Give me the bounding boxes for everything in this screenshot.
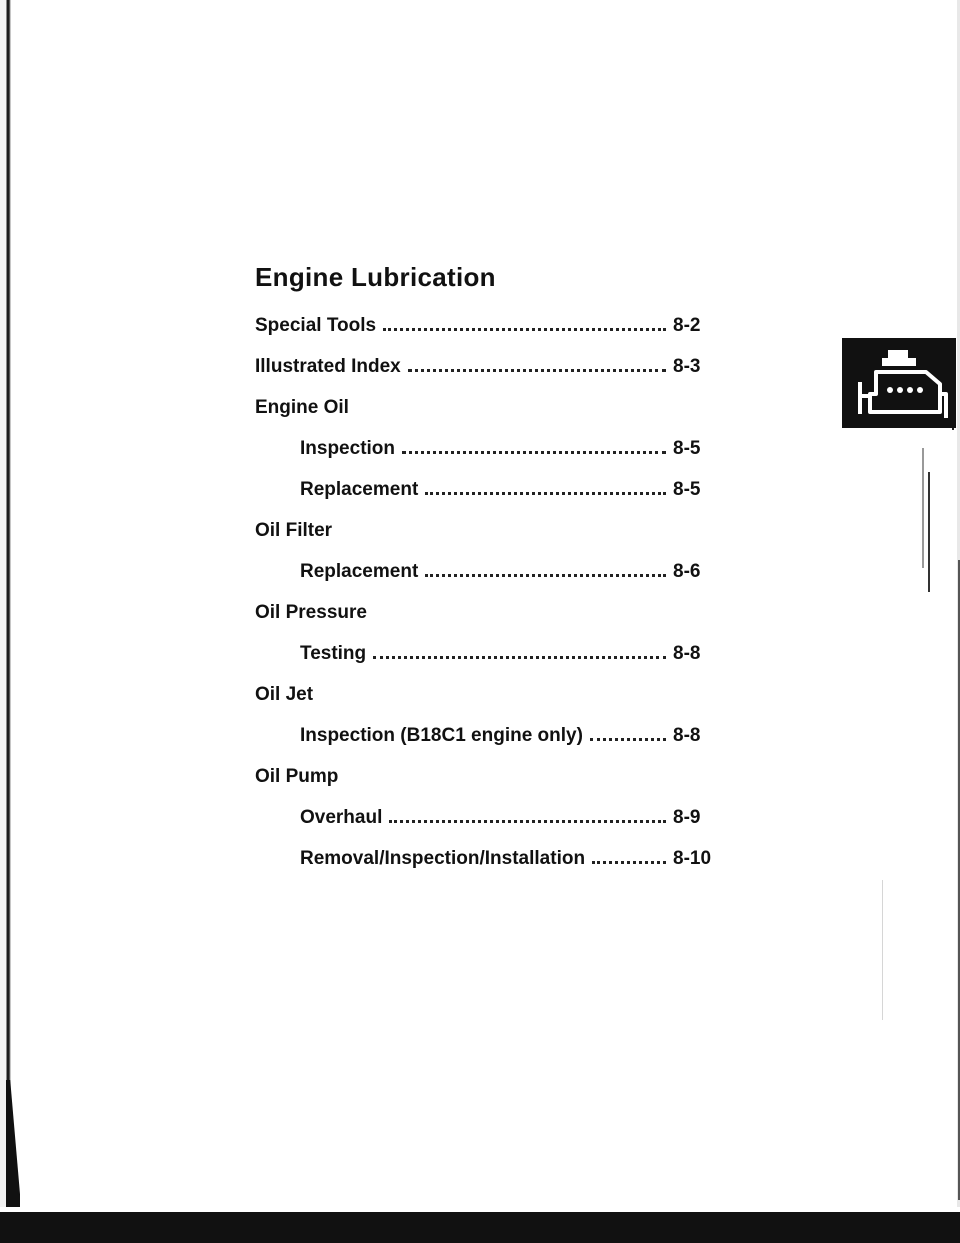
toc-entry-page: 8-3 [673,356,701,377]
toc-section-heading: Oil Pressure [255,602,367,623]
toc-entry-label: Inspection (B18C1 engine only) [300,725,583,746]
toc-entry [255,807,735,848]
toc-entry [255,561,735,602]
toc-entry [255,479,735,520]
toc-section-heading: Oil Filter [255,520,333,541]
toc-entry-label: Testing [300,643,367,664]
toc-entry-page: 8-8 [673,725,701,746]
toc-entry-label: Inspection [300,438,396,459]
toc-entry-label: Replacement [300,561,419,582]
toc-entry-page: 8-2 [673,315,701,336]
table-of-contents [255,262,735,889]
toc-entry [255,315,735,356]
scan-mark [882,880,883,1020]
dot-leader [425,574,666,577]
scan-mark [922,448,924,568]
toc-section-heading: Oil Pump [255,766,339,787]
engine-icon [842,338,956,428]
page-title: Engine Lubrication [255,262,496,292]
toc-entry-page: 8-9 [673,807,701,828]
toc-list [255,315,735,889]
section-tab [842,338,956,428]
toc-entry-page: 8-5 [673,479,701,500]
dot-leader [592,861,666,864]
dot-leader [425,492,666,495]
toc-entry-page: 8-6 [673,561,701,582]
dot-leader [383,328,666,331]
toc-entry [255,643,735,684]
toc-entry-label: Illustrated Index [255,356,401,377]
dot-leader [590,738,666,741]
toc-entry-label: Overhaul [300,807,383,828]
scan-mark [928,472,930,592]
page-bottom-edge [0,1212,960,1243]
toc-entry-page: 8-8 [673,643,701,664]
toc-entry [255,356,735,397]
toc-section-heading: Oil Jet [255,684,314,705]
toc-entry-page: 8-5 [673,438,701,459]
toc-entry-label: Removal/Inspection/Installation [300,848,586,869]
toc-entry [255,438,735,479]
dot-leader [408,369,666,372]
toc-entry-label: Replacement [300,479,419,500]
toc-entry [255,725,735,766]
dot-leader [402,451,666,454]
dot-leader [389,820,666,823]
dot-leader [373,656,666,659]
toc-entry-page: 8-10 [673,848,712,869]
toc-entry-label: Special Tools [255,315,377,336]
toc-section-heading: Engine Oil [255,397,349,418]
toc-entry [255,848,735,889]
page-left-edge [0,0,26,1243]
